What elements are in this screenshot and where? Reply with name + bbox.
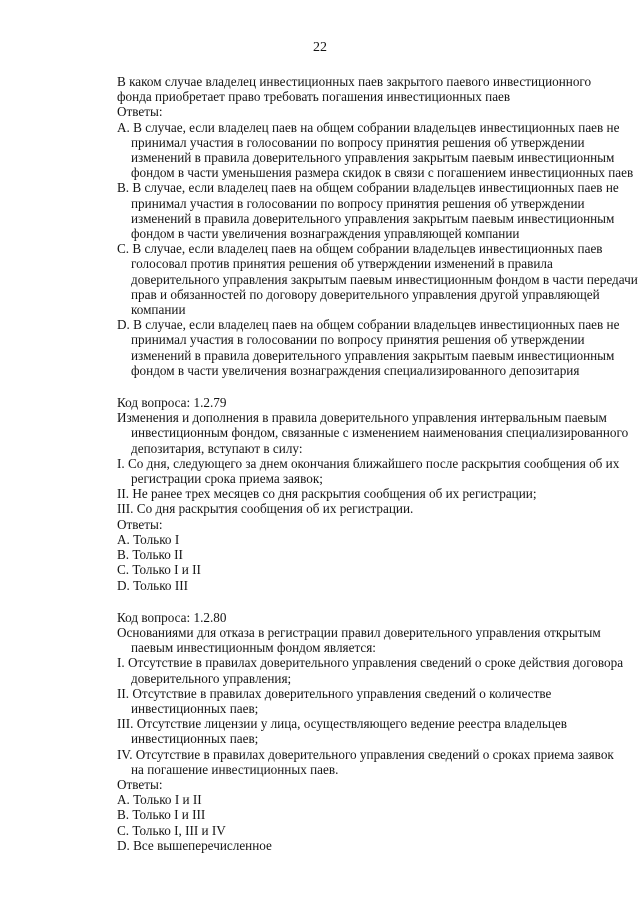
answer-option-d (117, 317, 620, 378)
question-2 (117, 395, 629, 593)
answer-option-c: C. Только I, III и IV (117, 822, 226, 838)
statement-item (117, 501, 617, 516)
question-text-line: В каком случае владелец инвестиционных паев закрытого паевого инвестиционного (117, 74, 592, 89)
answer-option-line: фондом в части увеличения вознаграждения специализированного депозитария (131, 362, 580, 378)
answer-option-line: изменений в правила доверительного управления закрытым паевым инвестиционным (131, 347, 615, 363)
answer-option-a: A. Только I (117, 531, 180, 547)
statement-line: на погашение инвестиционных паев. (131, 761, 339, 777)
question-code: Код вопроса: 1.2.80 (117, 609, 227, 625)
answer-option-line: прав и обязанностей по договору доверительного управления другой управляющей (131, 286, 600, 302)
answer-option-a: A. Только I и II (117, 792, 202, 808)
answer-option-line: фондом в части уменьшения размера скидок в связи с погашением инвестиционных паев (131, 165, 634, 181)
answers-label: Ответы: (117, 104, 163, 120)
answer-option-d: D. Только III (117, 577, 188, 593)
answer-option-line: голосовал против принятия решения об утверждении изменений в правила (131, 256, 553, 272)
statement-line: IV. Отсутствие в правилах доверительного управления сведений о сроках приема заявок (117, 746, 614, 762)
statement-line: II. Не ранее трех месяцев со дня раскрытия сообщения об их регистрации; (117, 486, 537, 502)
answer-option-line: A. В случае, если владелец паев на общем собрании владельцев инвестиционных паев не (117, 119, 620, 135)
statement-line: регистрации срока приема заявок; (131, 471, 323, 487)
answer-option-line: принимал участия в голосовании по вопросу принятия решения об утверждении (131, 195, 585, 211)
statement-item (117, 486, 617, 501)
answer-option-line: принимал участия в голосовании по вопросу принятия решения об утверждении (131, 134, 585, 150)
answer-option-b: B. Только I и III (117, 807, 206, 823)
answer-option-c (117, 241, 638, 318)
statement-line: инвестиционных паев; (131, 731, 259, 747)
question-text-line: инвестиционным фондом, связанные с изменением наименования специализированного (131, 425, 629, 441)
answer-option-line: изменений в правила доверительного управления закрытым паевым инвестиционным (131, 210, 615, 226)
question-text-line: паевым инвестиционным фондом является: (131, 640, 376, 656)
answer-option-c: C. Только I и II (117, 562, 201, 578)
answer-option-a (117, 119, 634, 181)
statement-line: I. Со дня, следующего за днем окончания ближайшего после раскрытия сообщения об их (117, 455, 620, 471)
answer-option-line: D. В случае, если владелец паев на общем собрании владельцев инвестиционных паев не (117, 317, 620, 333)
statement-line: I. Отсутствие в правилах доверительного управления сведений о сроке действия договора (117, 655, 624, 671)
statement-line: III. Отсутствие лицензии у лица, осуществляющего ведение реестра владельцев (117, 716, 567, 732)
statement-line: доверительного управления; (131, 670, 292, 686)
answers-label: Ответы: (117, 776, 163, 792)
answer-option-line: B. В случае, если владелец паев на общем собрании владельцев инвестиционных паев не (117, 180, 619, 196)
answer-option-line: C. В случае, если владелец паев на общем собрании владельцев инвестиционных паев (117, 241, 603, 257)
statement-line: II. Отсутствие в правилах доверительного управления сведений о количестве (117, 685, 552, 701)
question-text-line: Изменения и дополнения в правила доверительного управления интервальным паевым (117, 410, 607, 426)
document-body (117, 74, 638, 853)
statement-item (117, 686, 617, 716)
answer-option-line: доверительного управления закрытым паевым инвестиционным фондом в части передачи (131, 271, 638, 287)
question-text-line: депозитария, вступают в силу: (131, 440, 303, 456)
statement-item (117, 747, 617, 777)
section-spacer (117, 593, 617, 610)
question-code: Код вопроса: 1.2.79 (117, 395, 227, 411)
section-spacer (117, 378, 617, 395)
question-1 (117, 74, 638, 378)
question-3 (117, 609, 624, 853)
statement-item (117, 455, 620, 487)
answer-option-b: B. Только II (117, 547, 183, 563)
page-number: 22 (313, 40, 327, 55)
answer-option-b (117, 180, 617, 241)
answer-option-d: D. Все вышеперечисленное (117, 837, 272, 853)
answer-option-line: принимал участия в голосовании по вопросу принятия решения об утверждении (131, 332, 585, 348)
answers-label: Ответы: (117, 516, 163, 532)
question-text-line: фонда приобретает право требовать погашения инвестиционных паев (117, 89, 511, 105)
question-text-line: Основаниями для отказа в регистрации правил доверительного управления открытым (117, 624, 601, 640)
statement-item (117, 716, 617, 746)
statement-line: инвестиционных паев; (131, 700, 259, 716)
answer-option-line: изменений в правила доверительного управления закрытым паевым инвестиционным (131, 150, 615, 166)
answer-option-line: фондом в части увеличения вознаграждения управляющей компании (131, 226, 520, 242)
answer-option-line: компании (131, 302, 186, 318)
statement-item (117, 655, 624, 686)
statement-line: III. Со дня раскрытия сообщения об их регистрации. (117, 501, 414, 517)
